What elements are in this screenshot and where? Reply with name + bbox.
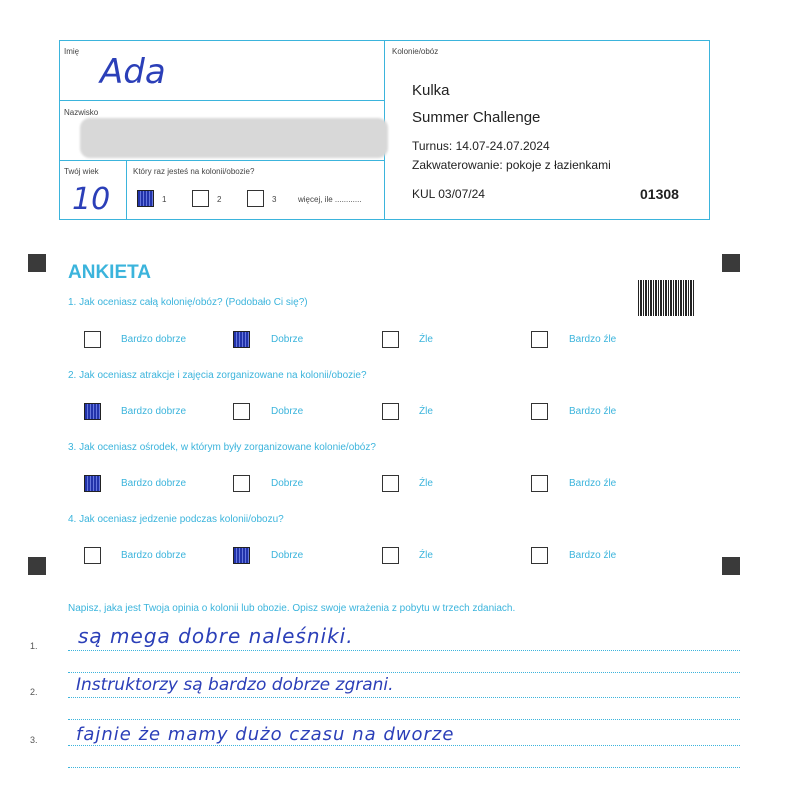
opinion-line-number-3: 3. — [30, 735, 38, 745]
form-number: 01308 — [640, 186, 679, 202]
header-divider-surname — [59, 160, 384, 161]
q2-option-dobrze: Dobrze — [271, 406, 304, 417]
camp-name: Kulka — [412, 82, 450, 99]
q2-checkbox-bardzo-zle[interactable] — [531, 403, 548, 420]
survey-title: ANKIETA — [68, 262, 152, 283]
question-1: 1. Jak oceniasz całą kolonię/obóz? (Podobało Ci się?) — [68, 297, 308, 308]
header-divider-age — [126, 160, 127, 220]
age-label: Twój wiek — [64, 167, 99, 176]
q1-option-zle: Źle — [419, 334, 433, 345]
opinion-dotted-line — [68, 745, 740, 746]
q3-checkbox-dobrze[interactable] — [233, 475, 250, 492]
q3-checkbox-bardzo-dobrze[interactable] — [84, 475, 101, 492]
header-divider-name — [59, 100, 384, 101]
registration-marker-top-right — [722, 254, 740, 272]
q2-option-bardzo-dobrze: Bardzo dobrze — [121, 406, 187, 417]
q3-option-bardzo-dobrze: Bardzo dobrze — [121, 478, 187, 489]
times-label: Który raz jesteś na kolonii/obozie? — [133, 167, 255, 176]
opinion-prompt: Napisz, jaka jest Twoja opinia o kolonii lub obozie. Opisz swoje wrażenia z pobytu w trzech zdaniach. — [68, 603, 516, 614]
q4-checkbox-dobrze[interactable] — [233, 547, 250, 564]
q4-option-zle: Źle — [419, 550, 433, 561]
q1-checkbox-bardzo-zle[interactable] — [531, 331, 548, 348]
q1-checkbox-dobrze[interactable] — [233, 331, 250, 348]
q1-option-bardzo-dobrze: Bardzo dobrze — [121, 334, 187, 345]
q1-option-dobrze: Dobrze — [271, 334, 304, 345]
q4-option-bardzo-dobrze: Bardzo dobrze — [121, 550, 187, 561]
registration-marker-bottom-right — [722, 557, 740, 575]
camp-program: Summer Challenge — [412, 109, 541, 126]
question-4: 4. Jak oceniasz jedzenie podczas kolonii/obozu? — [68, 514, 284, 525]
q3-option-bardzo-zle: Bardzo źle — [569, 478, 617, 489]
camp-code: KUL 03/07/24 — [412, 187, 485, 201]
q2-checkbox-zle[interactable] — [382, 403, 399, 420]
camp-turnus: Turnus: 14.07-24.07.2024 — [412, 139, 550, 153]
q4-checkbox-bardzo-zle[interactable] — [531, 547, 548, 564]
q1-checkbox-zle[interactable] — [382, 331, 399, 348]
q4-checkbox-zle[interactable] — [382, 547, 399, 564]
name-value[interactable]: Ada — [100, 52, 166, 92]
q4-option-dobrze: Dobrze — [271, 550, 304, 561]
times-option-2: 2 — [217, 195, 222, 204]
q3-checkbox-bardzo-zle[interactable] — [531, 475, 548, 492]
registration-marker-top-left — [28, 254, 46, 272]
times-option-1: 1 — [162, 195, 167, 204]
opinion-line-number-1: 1. — [30, 641, 38, 651]
opinion-dotted-line — [68, 672, 740, 673]
times-option-more: więcej, ile ............ — [298, 195, 362, 204]
q1-checkbox-bardzo-dobrze[interactable] — [84, 331, 101, 348]
times-option-3: 3 — [272, 195, 277, 204]
q4-option-bardzo-zle: Bardzo źle — [569, 550, 617, 561]
age-value[interactable]: 10 — [72, 182, 111, 217]
q2-checkbox-bardzo-dobrze[interactable] — [84, 403, 101, 420]
opinion-dotted-line — [68, 719, 740, 720]
opinion-dotted-line — [68, 650, 740, 651]
q4-checkbox-bardzo-dobrze[interactable] — [84, 547, 101, 564]
times-checkbox-3[interactable] — [247, 190, 264, 207]
barcode — [638, 280, 694, 316]
surname-redaction — [80, 118, 388, 158]
question-3: 3. Jak oceniasz ośrodek, w którym były zorganizowane kolonie/obóz? — [68, 442, 376, 453]
q3-option-zle: Źle — [419, 478, 433, 489]
registration-marker-bottom-left — [28, 557, 46, 575]
times-checkbox-1[interactable] — [137, 190, 154, 207]
camp-label: Kolonie/obóz — [392, 47, 439, 56]
question-2: 2. Jak oceniasz atrakcje i zajęcia zorganizowane na kolonii/obozie? — [68, 370, 367, 381]
surname-label: Nazwisko — [64, 108, 99, 117]
opinion-line-3[interactable]: fajnie że mamy dużo czasu na dworze — [76, 724, 455, 745]
opinion-dotted-line — [68, 767, 740, 768]
q1-option-bardzo-zle: Bardzo źle — [569, 334, 617, 345]
q2-option-bardzo-zle: Bardzo źle — [569, 406, 617, 417]
opinion-line-number-2: 2. — [30, 687, 38, 697]
q3-checkbox-zle[interactable] — [382, 475, 399, 492]
q2-option-zle: Źle — [419, 406, 433, 417]
opinion-line-2[interactable]: Instruktorzy są bardzo dobrze zgrani. — [76, 675, 394, 695]
opinion-line-1[interactable]: są mega dobre naleśniki. — [78, 624, 354, 648]
q3-option-dobrze: Dobrze — [271, 478, 304, 489]
name-label: Imię — [64, 47, 80, 56]
q2-checkbox-dobrze[interactable] — [233, 403, 250, 420]
camp-accommodation: Zakwaterowanie: pokoje z łazienkami — [412, 158, 611, 172]
times-checkbox-2[interactable] — [192, 190, 209, 207]
opinion-dotted-line — [68, 697, 740, 698]
